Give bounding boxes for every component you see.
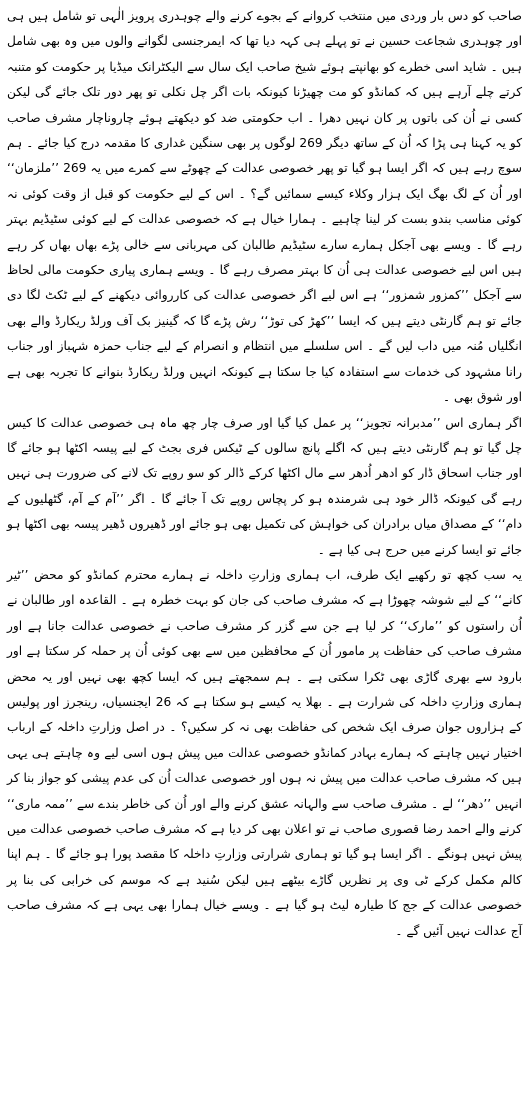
paragraph-1: صاحب کو دس بار وردی میں منتخب کروانے کے بجوے کرنے والے چوہدری پرویز الٰہی تو شامل ہیں ہی اور چوہدری شجاعت حسین نے تو پہلے ہی کہہ دیا تھا کہ ایمرجنسی لگوانے والوں میں وہ بھی شامل ہیں ۔ شاید اسی خطرے کو بھانپتے ہوئے شیخ صاحب ایک سال سے الیکٹرانک میڈیا پر حکومت کو متنبہ کرتے چلے آرہے ہیں کہ کمانڈو کو مت چھیڑنا کیونکہ بات اگر چل نکلی تو پھر دور تلک جائے گی لیکن کسی نے اُن کی باتوں پر کان نہیں دھرا ۔ اب حکومتی ضد کو دیکھتے ہوئے چاروناچار مشرف صاحب کو یہ کہنا ہی پڑا کہ اُن کے ساتھ دیگر 269 لوگوں پر بھی سنگین غداری کا مقدمہ درج کیا جائے ۔ ہم سوچ رہے ہیں کہ اگر ایسا ہو گیا تو پھر خصوصی عدالت کے چھوٹے سے کمرے میں یہ 269 ’’ملزمان‘‘ اور اُن کے لگ بھگ ایک ہزار وکلاء کیسے سمائیں گے؟ ۔ اس کے لیے حکومت کو قبل از وقت کوئی نہ کوئی مناسب بندو بست کر لینا چاہیے ۔ ہمارا خیال ہے کہ خصوصی عدالت کے لیے کوئی سٹیڈیم بہتر رہے گا ۔ ویسے بھی آجکل ہمارے سارے سٹیڈیم طالبان کی مہربانی سے خالی پڑے بھاں بھاں کر رہے ہیں اس لیے خصوصی عدالت ہی اُن کا بہتر مصرف رہے گا ۔ ویسے ہماری پیاری حکومت مالی لحاظ سے آجکل ’’کمزور شمزور‘‘ ہے اس لیے اگر خصوصی عدالت کی کارروائی دیکھنے کے لیے ٹکٹ لگا دی جائے تو ہم گارنٹی دیتے ہیں کہ ایسا ’’کھڑ کی توڑ‘‘ رش پڑے گا کہ گینیز بک آف ورلڈ ریکارڈ والے بھی انگلیاں مُنہ میں داب لیں گے ۔ اس سلسلے میں انتظام و انصرام کے لیے جناب حمزہ شہباز اور جناب رانا مشہود کی خدمات سے استفادہ کیا جا سکتا ہے کیونکہ انہیں ورلڈ ریکارڈ بنوانے کا تجربہ بھی ہے اور شوق بھی ۔ <box>7 9 522 405</box>
paragraph-2: اگر ہماری اس ’’مدبرانہ تجویز‘‘ پر عمل کیا گیا اور صرف چار چھ ماہ ہی خصوصی عدالت کا کیس چل گیا تو ہم گارنٹی دیتے ہیں کہ اگلے پانچ سالوں کے ٹیکس فری بجٹ کے لیے پیسہ اکٹھا ہو جائے گا اور جناب اسحاق ڈار کو ادھر اُدھر سے مال اکٹھا کرکے ڈالر کو سو روپے تک لانے کی ضرورت ہی نہیں رہے گی کیونکہ ڈالر خود ہی شرمندہ ہو کر پچاس روپے تک آ جائے گا ۔ اگر ’’آم کے آم، گٹھلیوں کے دام‘‘ کے مصداق میاں برادران کی خواہش کی تکمیل بھی ہو جائے اور ڈھیروں ڈھیر پیسہ بھی اکٹھا ہو جائے تو ایسا کرنے میں حرج ہی کیا ہے ۔ <box>7 415 522 557</box>
paragraph-3: یہ سب کچھ تو رکھیے ایک طرف، اب ہماری وزارتِ داخلہ نے ہمارے محترم کمانڈو کو محض ’’ٹیر کانے‘‘ کے لیے شوشہ چھوڑا ہے کہ مشرف صاحب کی جان کو بہت خطرہ ہے ۔ القاعدہ اور طالبان نے اُن راستوں کو ’’مارک‘‘ کر لیا ہے جن سے گزر کر مشرف صاحب نے خصوصی عدالت جانا ہے اور مشرف صاحب کی حفاظت پر مامور اُن کے محافظین میں سے بھی کوئی اُن پر حملہ کر سکتا ہے اور بارود سے بھری گاڑی بھی ٹکرا سکتی ہے ۔ ہم سمجھتے ہیں کہ ایسا کچھ بھی نہیں اور یہ محض ہماری وزارتِ داخلہ کی شرارت ہے ۔ بھلا یہ کیسے ہو سکتا ہے کہ 26 ایجنسیاں، رینجرز اور پولیس کے ہزاروں جوان صرف ایک شخص کی حفاظت بھی نہ کر سکیں؟ ۔ در اصل وزارتِ داخلہ کے ارباب اختیار نہیں چاہتے کہ ہمارے بہادر کمانڈو خصوصی عدالت میں پیش ہوں اسی لیے وہ چاہتے ہی یہی ہیں کہ مشرف صاحب عدالت میں پیش نہ ہوں اور خصوصی عدالت اُن کی عدم پیشی کو جواز بنا کر انہیں ’’دھر‘‘ لے ۔ مشرف صاحب سے والہانہ عشق کرنے والے اور اُن کی خاطر بندے سے ’’ممہ ماری‘‘ کرنے والے احمد رضا قصوری صاحب نے تو اعلان بھی کر دیا ہے کہ مشرف صاحب خصوصی عدالت میں پیش نہیں ہونگے ۔ اگر ایسا ہو گیا تو ہماری شرارتی وزارتِ داخلہ کا مقصد پورا ہو جائے گا ۔ ہم اپنا کالم مکمل کرکے ٹی وی پر نظریں گاڑے بیٹھے ہیں لیکن سُنید ہے کہ موسم کی خرابی کی بنا پر خصوصی عدالت کے جج کا طیارہ لیٹ ہو گیا ہے ۔ ویسے خیال ہمارا بھی یہی ہے کہ مشرف صاحب آج عدالت نہیں آئیں گے ۔ <box>7 567 522 938</box>
